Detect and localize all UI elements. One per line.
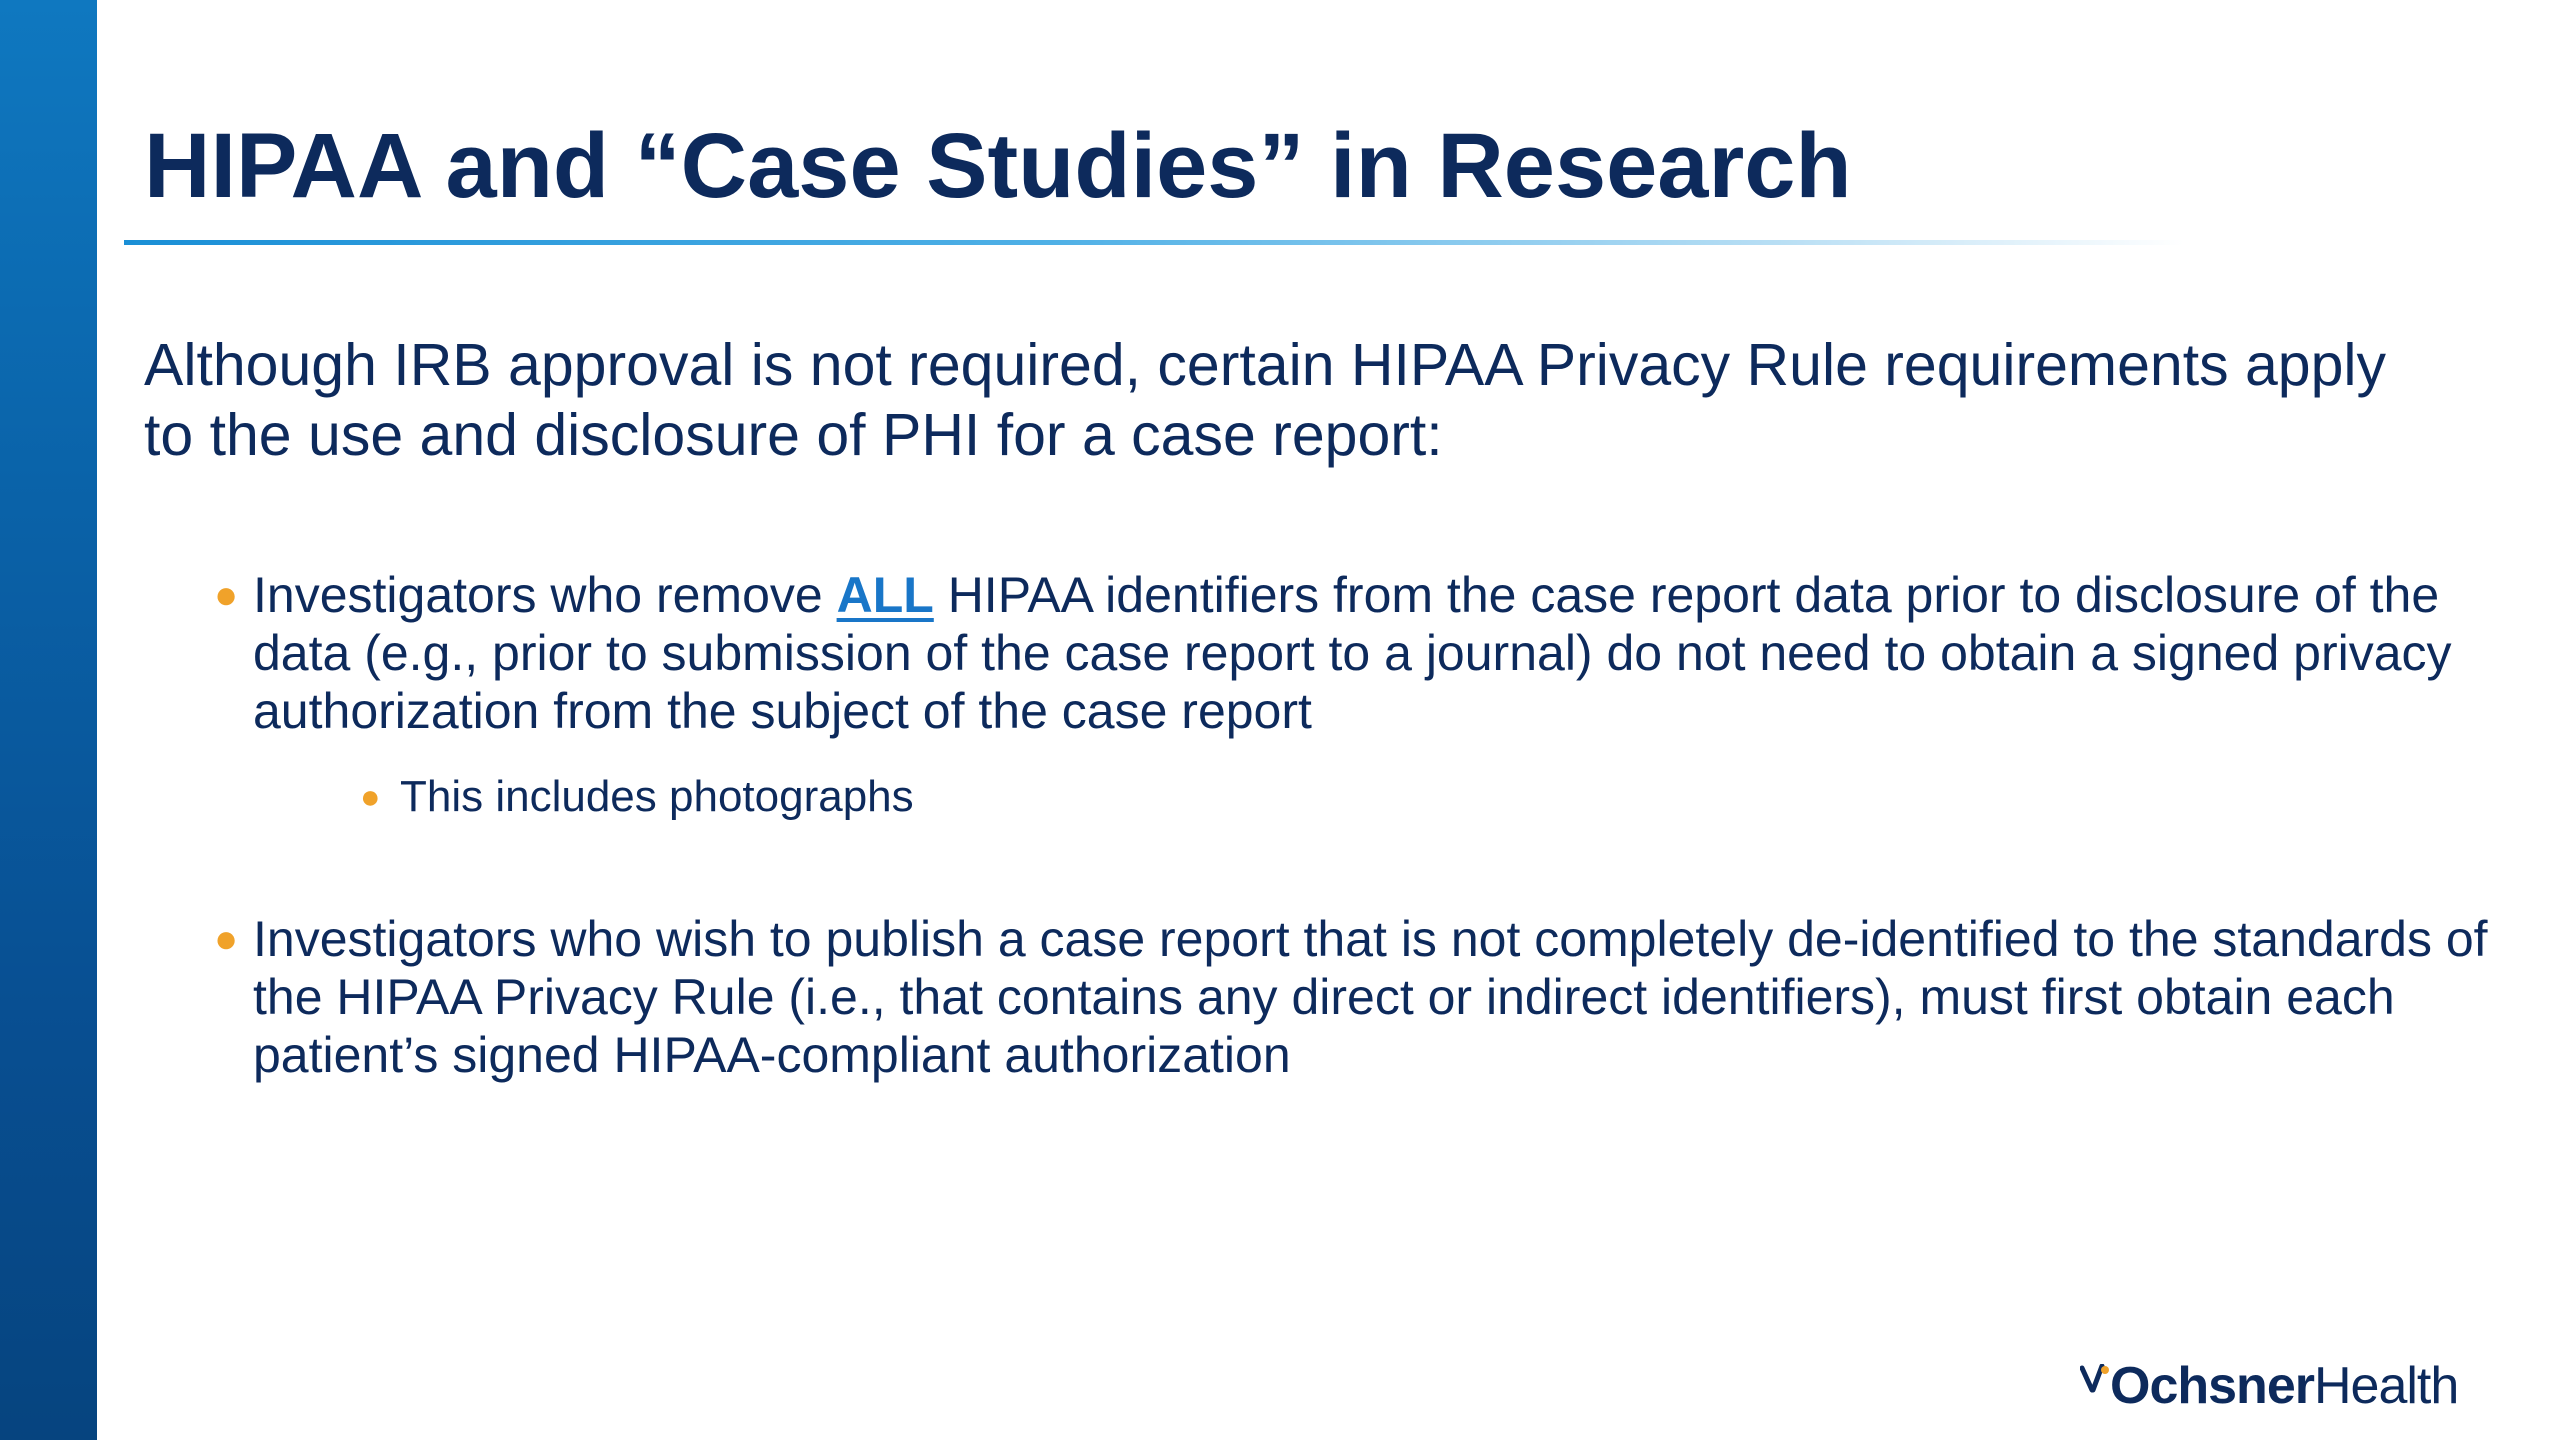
sub-bullet-1-text: This includes photographs — [400, 772, 914, 821]
bullet-dot-icon: ● — [360, 778, 381, 816]
bullet-item-1 — [0, 566, 2493, 740]
intro-paragraph: Although IRB approval is not required, certain HIPAA Privacy Rule requirements apply to the use and disclosure of PHI for a case report: — [144, 332, 2387, 468]
ochsner-mark-icon — [2080, 1364, 2110, 1408]
bullet-item-2 — [0, 910, 2493, 1084]
bullet-1-emphasis-all: ALL — [836, 567, 934, 623]
bullet-2-text: Investigators who wish to publish a case report that is not completely de-identified to the standards of the HIPAA Privacy Rule (i.e., that contains any direct or indirect identifiers), must first obtain each patient’s signed HIPAA-compliant authorization — [253, 911, 2488, 1083]
slide-title: HIPAA and “Case Studies” in Research — [144, 115, 1852, 217]
bullet-1-text-after: HIPAA identifiers from the case report data prior to disclosure of the data (e.g., prior to submission of the case report to a journal) do not need to obtain a signed privacy authorization from the subject of the case report — [253, 567, 2452, 739]
ochsner-health-logo — [2080, 1350, 2458, 1422]
bullet-list — [0, 566, 2560, 1084]
logo-wordmark: OchsnerHealth — [2110, 1357, 2459, 1415]
bullet-dot-icon: ● — [214, 917, 239, 961]
bullet-1-text-before: Investigators who remove — [253, 567, 837, 623]
bullet-dot-icon: ● — [214, 573, 239, 617]
sub-bullet-item-1 — [0, 768, 2400, 826]
title-divider — [124, 240, 2184, 245]
